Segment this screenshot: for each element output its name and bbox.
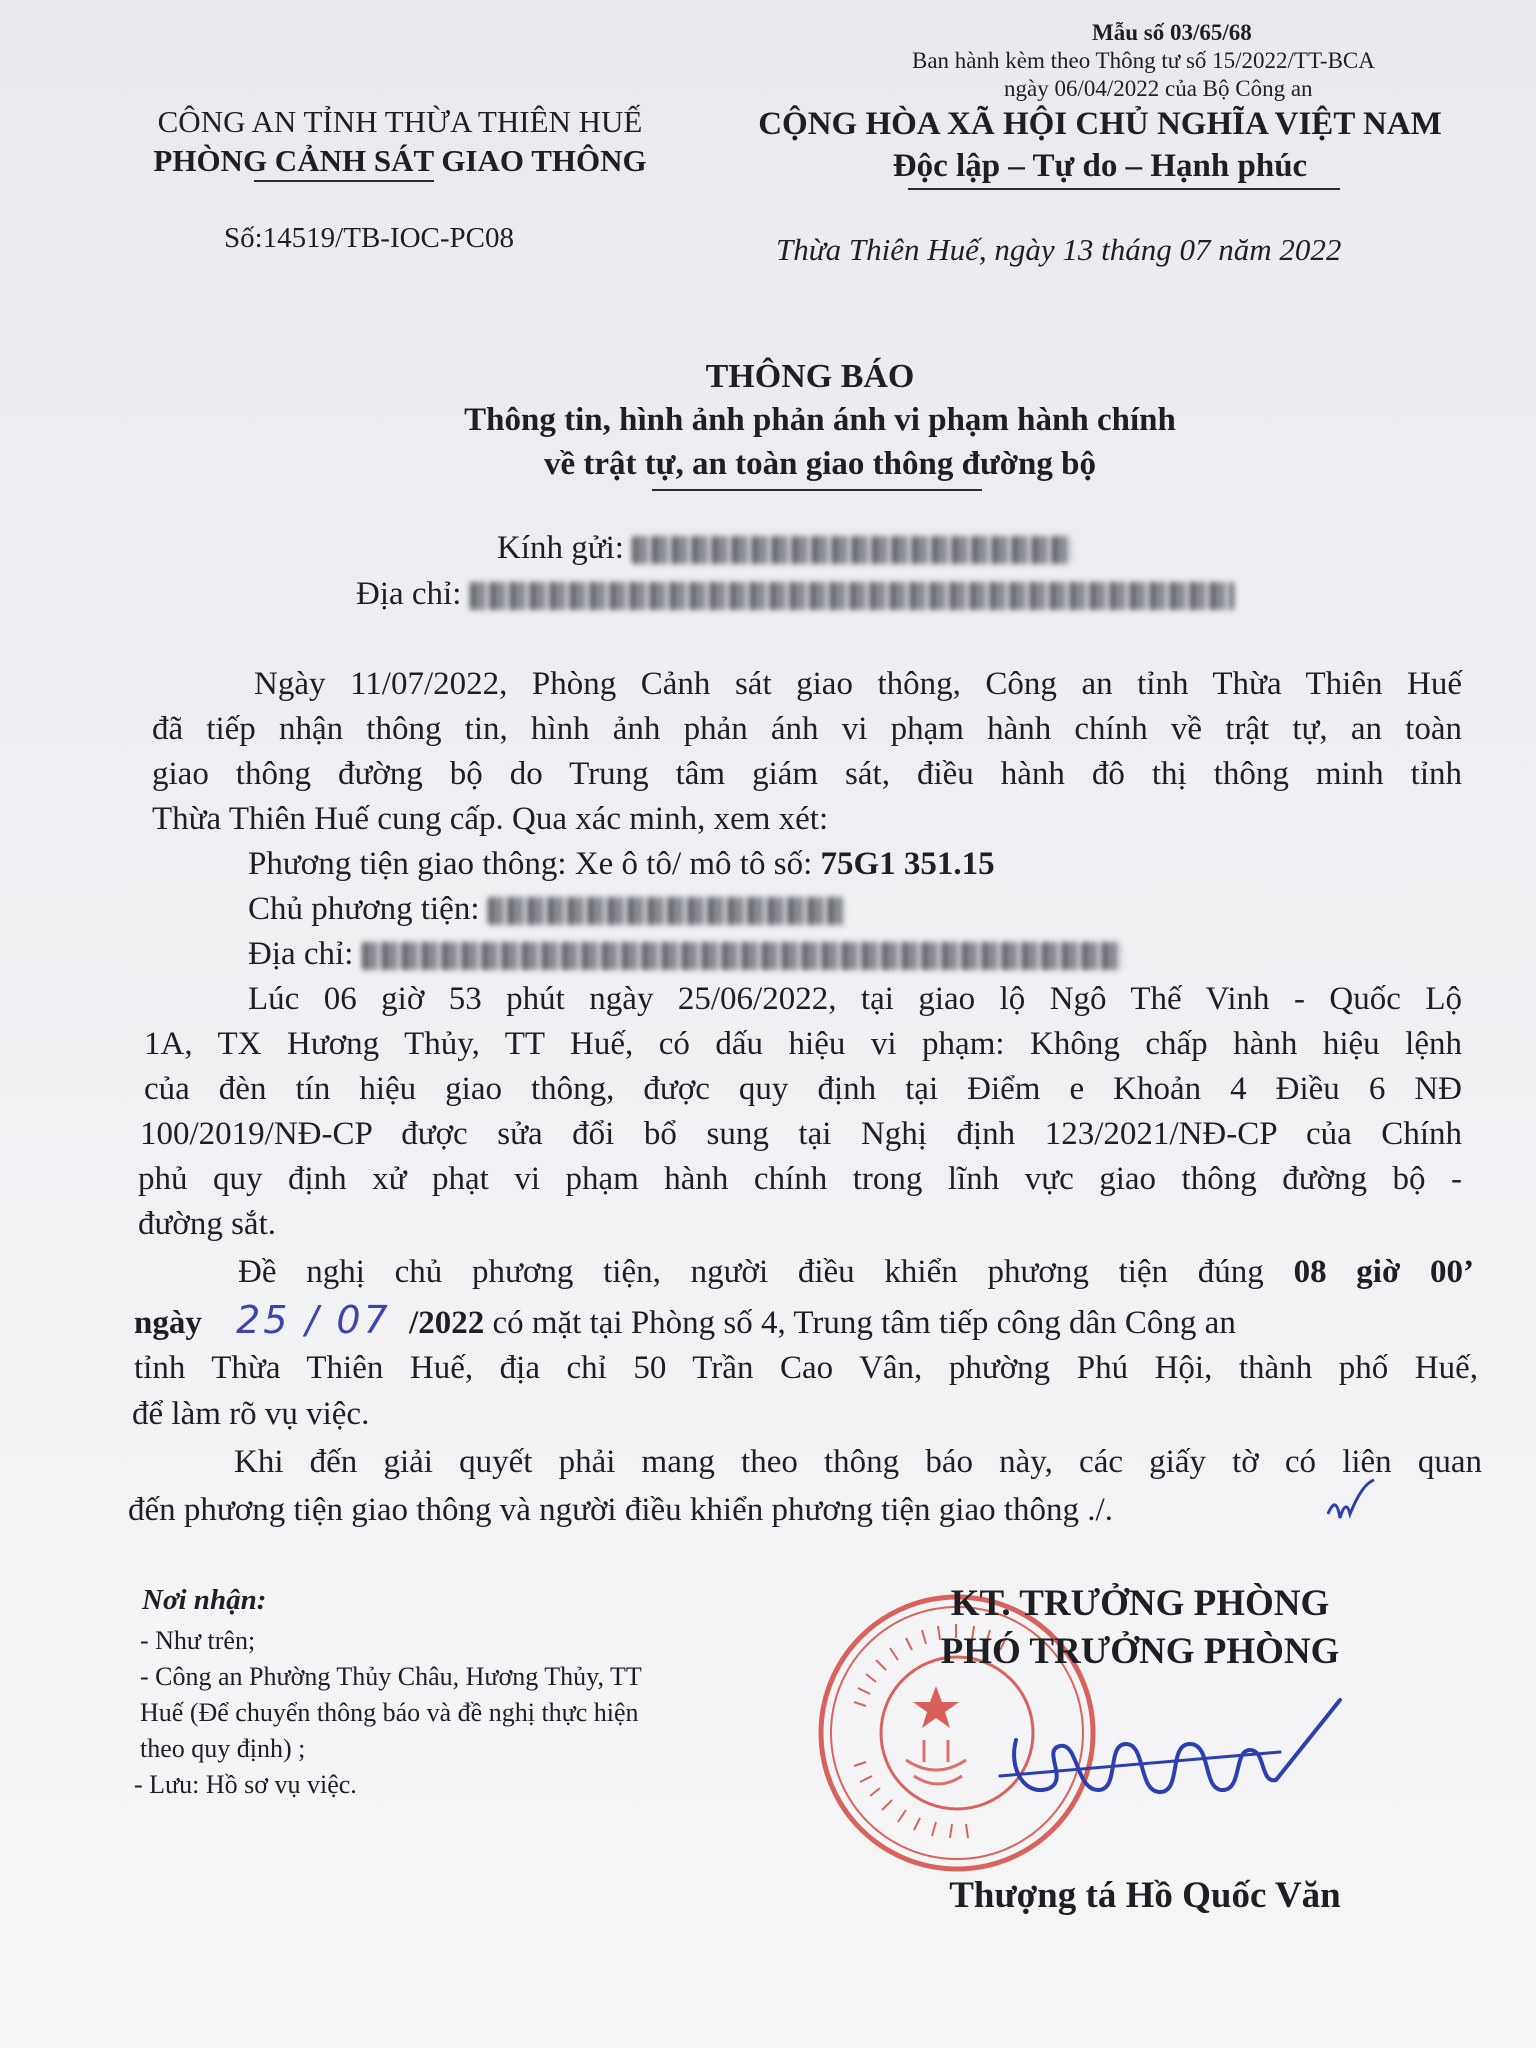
license-plate: 75G1 351.15 [820, 846, 995, 882]
owner-address-label: Địa chỉ: [248, 936, 354, 972]
handwritten-signature [980, 1680, 1360, 1820]
para1-line2: đã tiếp nhận thông tin, hình ảnh phản ánh vi phạm hành chính về trật tự, an toàn [152, 711, 1462, 747]
para2-line3: của đèn tín hiệu giao thông, được quy định tại Điểm e Khoản 4 Điều 6 NĐ [144, 1071, 1462, 1107]
owner-label: Chủ phương tiện: [248, 891, 480, 927]
para2-line6: đường sắt. [138, 1206, 276, 1242]
document-number: Số:14519/TB-IOC-PC08 [224, 222, 515, 254]
subtitle-underline [652, 489, 982, 491]
place-date: Thừa Thiên Huế, ngày 13 tháng 07 năm 2022 [776, 232, 1342, 267]
form-number: Mẫu số 03/65/68 [1092, 20, 1252, 45]
para2-line5: phủ quy định xử phạt vi phạm hành chính trong lĩnh vực giao thông đường bộ - [138, 1161, 1462, 1197]
recipients-line1: - Như trên; [140, 1626, 256, 1655]
para2-line4: 100/2019/NĐ-CP được sửa đổi bổ sung tại Nghị định 123/2021/NĐ-CP của Chính [140, 1116, 1462, 1152]
nation-title: CỘNG HÒA XÃ HỘI CHỦ NGHĨA VIỆT NAM [758, 106, 1442, 142]
notice-subtitle-2: về trật tự, an toàn giao thông đường bộ [543, 446, 1096, 482]
para2-line1: Lúc 06 giờ 53 phút ngày 25/06/2022, tại giao lộ Ngô Thế Vinh - Quốc Lộ [248, 981, 1462, 1017]
day-label: ngày [134, 1305, 202, 1341]
recipient-address-label: Địa chỉ: [356, 576, 462, 612]
para1-line3: giao thông đường bộ do Trung tâm giám sát, điều hành đô thị thông minh tỉnh [152, 756, 1462, 792]
handwritten-initial [1322, 1474, 1378, 1534]
owner-address-redacted [362, 942, 1122, 970]
owner-line [248, 887, 1448, 932]
para3-line3: tỉnh Thừa Thiên Huế, địa chỉ 50 Trần Cao Vân, phường Phú Hội, thành phố Huế, [134, 1350, 1478, 1386]
form-issued-date: ngày 06/04/2022 của Bộ Công an [1004, 76, 1313, 101]
notice-subtitle-1: Thông tin, hình ảnh phản ánh vi phạm hành chính [464, 402, 1176, 438]
vehicle-line [248, 842, 1448, 887]
para4-line1: Khi đến giải quyết phải mang theo thông báo này, các giấy tờ có liên quan [234, 1444, 1482, 1480]
para3-line2 [134, 1298, 1474, 1346]
nation-motto: Độc lập – Tự do – Hạnh phúc [892, 148, 1308, 184]
agency-name: PHÒNG CẢNH SÁT GIAO THÔNG [153, 143, 647, 178]
recipients-title: Nơi nhận: [142, 1584, 267, 1616]
vehicle-label: Phương tiện giao thông: Xe ô tô/ mô tô số: [248, 846, 813, 882]
recipient-to-label: Kính gửi: [497, 530, 624, 566]
recipient-address [356, 576, 1234, 613]
para2-line2: 1A, TX Hương Thủy, TT Huế, có dấu hiệu vi phạm: Không chấp hành hiệu lệnh [144, 1026, 1462, 1062]
handwritten-date: 25 / 07 [236, 1298, 391, 1342]
appointment-time: 08 giờ 00’ [1293, 1254, 1474, 1290]
signer-name: Thượng tá Hồ Quốc Văn [949, 1875, 1341, 1916]
recipients-line5: - Lưu: Hồ sơ vụ việc. [134, 1770, 357, 1799]
signature-role-1: KT. TRƯỞNG PHÒNG [950, 1583, 1330, 1624]
recipients-line2: - Công an Phường Thủy Châu, Hương Thủy, TT [140, 1662, 642, 1691]
motto-underline [908, 188, 1340, 190]
signature-role-2: PHÓ TRƯỞNG PHÒNG [940, 1631, 1340, 1672]
recipients-line4: theo quy định) ; [140, 1734, 306, 1763]
agency-underline [254, 180, 434, 182]
owner-address-line [248, 932, 1448, 977]
recipients-line3: Huế (Để chuyển thông báo và đề nghị thực hiện [140, 1698, 639, 1727]
para1-line4: Thừa Thiên Huế cung cấp. Qua xác minh, xem xét: [152, 801, 829, 837]
para3-line4: để làm rõ vụ việc. [132, 1396, 370, 1432]
owner-name-redacted [488, 897, 844, 925]
form-issued-with: Ban hành kèm theo Thông tư số 15/2022/TT-BCA [912, 48, 1375, 73]
para4-line2: đến phương tiện giao thông và người điều khiển phương tiện giao thông ./. [128, 1492, 1113, 1528]
recipient-address-redacted [470, 582, 1234, 610]
agency-parent: CÔNG AN TỈNH THỪA THIÊN HUẾ [157, 104, 643, 139]
recipient-to [497, 530, 1072, 567]
para3-line2-text: có mặt tại Phòng số 4, Trung tâm tiếp công dân Công an [492, 1305, 1236, 1341]
notice-title: THÔNG BÁO [705, 358, 915, 395]
appointment-year: /2022 [409, 1305, 485, 1341]
para3-line1 [238, 1250, 1474, 1295]
recipient-name-redacted [632, 536, 1072, 564]
para3-text: Đề nghị chủ phương tiện, người điều khiển phương tiện đúng [238, 1254, 1264, 1290]
para1-line1: Ngày 11/07/2022, Phòng Cảnh sát giao thông, Công an tỉnh Thừa Thiên Huế [254, 666, 1462, 702]
